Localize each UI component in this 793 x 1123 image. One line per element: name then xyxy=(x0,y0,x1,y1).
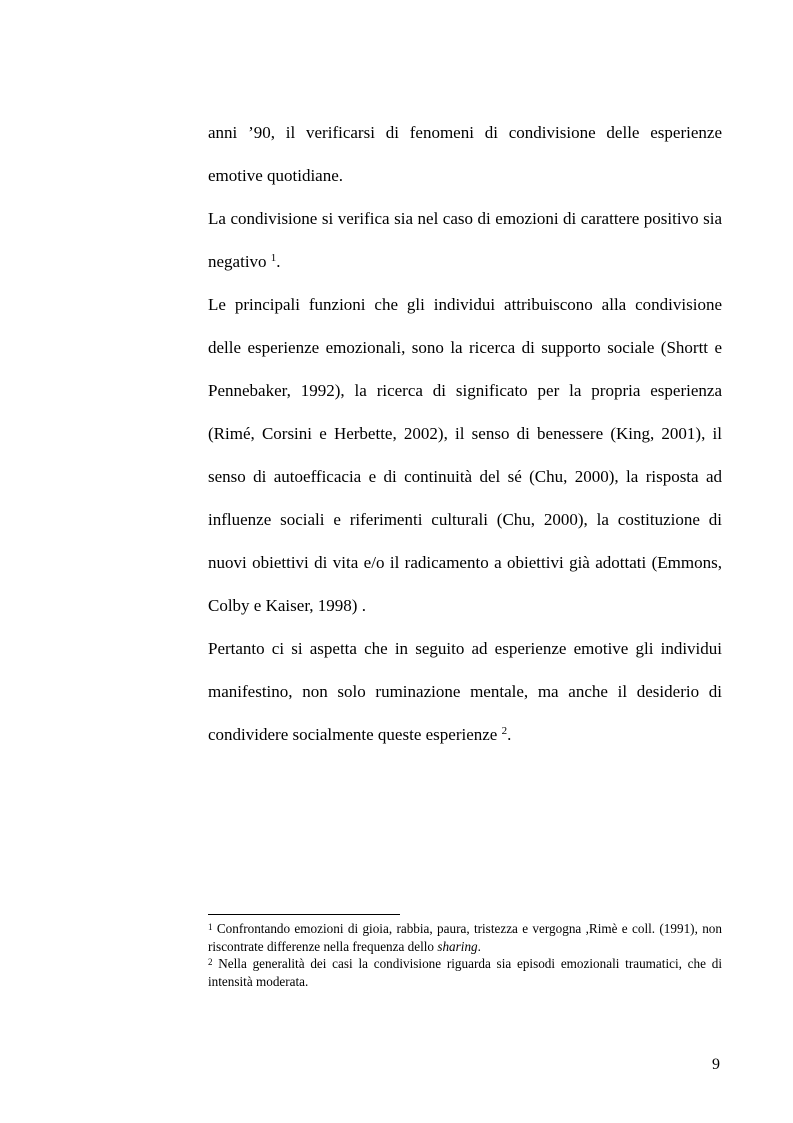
paragraph-2-end: . xyxy=(276,252,281,271)
footnotes xyxy=(208,920,722,990)
body-text xyxy=(208,111,722,756)
paragraph-4-end: . xyxy=(507,725,512,744)
paragraph-2 xyxy=(208,197,722,283)
footnote-2-text: Nella generalità dei casi la condivisione riguarda sia episodi emozionali traumatici, che di intensità moderata. xyxy=(208,956,722,989)
paragraph-3-text: Le principali funzioni che gli individui attribuiscono alla condivisione delle esperienze emozionali, sono la ricerca di supporto sociale (Shortt e Pennebaker, 1992), la ricerca di significato per la propria esperienza (Rimé, Corsini e Herbette, 2002), il senso di benessere (King, 2001), il senso di autoefficacia e di continuità del sé (Chu, 2000), la risposta ad influenze sociali e riferimenti culturali (Chu, 2000), la costituzione di nuovi obiettivi di vita e/o il radicamento a obiettivi già adottati (Emmons, Colby e Kaiser, 1998) . xyxy=(208,295,722,615)
footnote-2 xyxy=(208,955,722,990)
footnote-ref-2[interactable]: 2 xyxy=(501,725,508,738)
paragraph-2-text: La condivisione si verifica sia nel caso di emozioni di carattere positivo sia negativo xyxy=(208,209,722,271)
footnote-1-italic: sharing xyxy=(437,938,478,954)
paragraph-4-text: Pertanto ci si aspetta che in seguito ad esperienze emotive gli individui manifestino, non solo ruminazione mentale, ma anche il desiderio di condividere socialmente queste esperienze xyxy=(208,639,722,744)
footnote-1-text: Confrontando emozioni di gioia, rabbia, paura, tristezza e vergogna ,Rimè e coll. (1991), non riscontrate differenze nella frequenza dello xyxy=(208,921,722,954)
footnote-1-number: 1 xyxy=(208,921,213,932)
footnote-ref-1[interactable]: 1 xyxy=(270,252,277,265)
paragraph-1 xyxy=(208,111,722,197)
paragraph-3 xyxy=(208,283,722,627)
footnote-1 xyxy=(208,920,722,955)
footnote-2-number: 2 xyxy=(208,956,213,967)
paragraph-1-text: anni ’90, il verificarsi di fenomeni di condivisione delle esperienze emotive quotidiane. xyxy=(208,123,722,185)
paragraph-4 xyxy=(208,627,722,756)
footnote-1-end: . xyxy=(477,938,481,954)
footnote-separator xyxy=(208,914,400,915)
page-number: 9 xyxy=(712,1056,720,1073)
